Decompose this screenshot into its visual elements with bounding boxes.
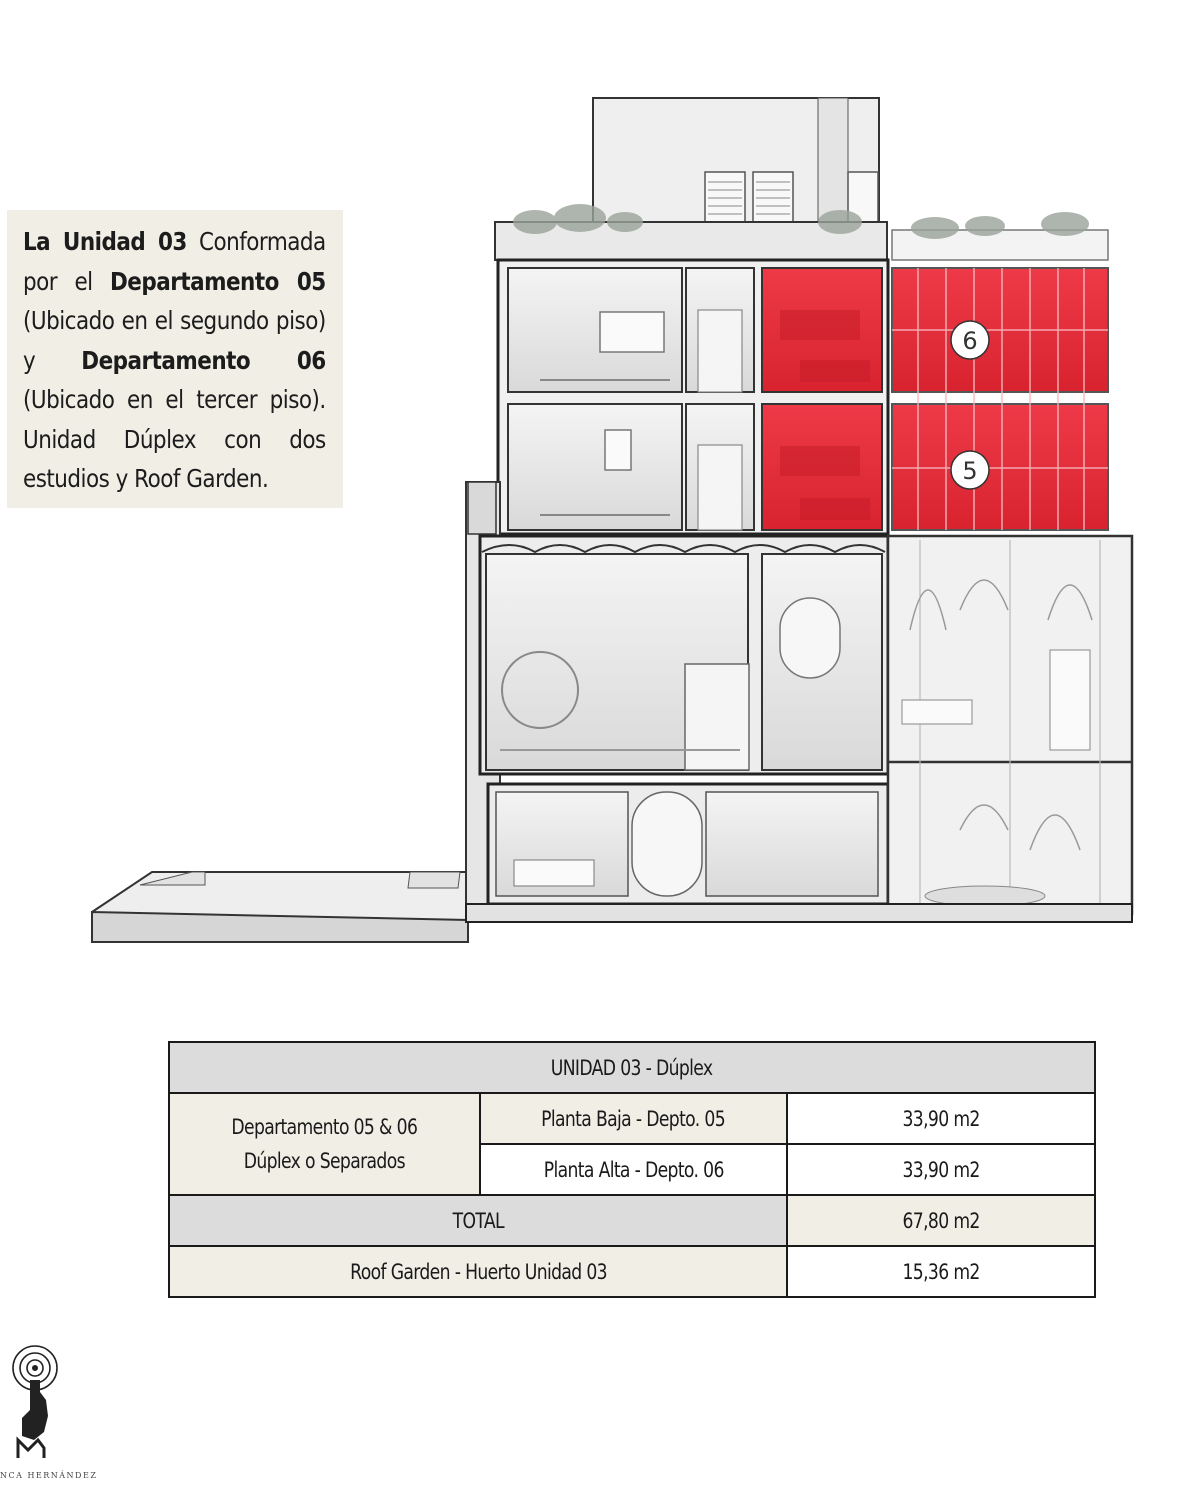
total-label: TOTAL — [452, 1208, 504, 1233]
desc-part: (Ubicado en el tercer piso). Unidad Dúplex con dos estudios y Roof Garden. — [23, 385, 326, 493]
dept-line-2: Dúplex o Separados — [243, 1149, 405, 1173]
roof-value: 15,36 m2 — [902, 1259, 980, 1284]
unit-label-6 — [951, 321, 989, 359]
roof-value-cell — [787, 1246, 1095, 1297]
sidewalk — [92, 872, 468, 942]
unit-label-5 — [951, 451, 989, 489]
row-label: Planta Alta - Depto. 06 — [543, 1157, 724, 1182]
row-value-cell — [787, 1093, 1095, 1144]
right-glazed-block — [888, 536, 1132, 914]
base-slab — [466, 904, 1132, 922]
lower-floors — [480, 536, 888, 904]
row-label-cell — [480, 1144, 788, 1195]
row-label-cell — [480, 1093, 788, 1144]
svg-text:5: 5 — [962, 457, 978, 485]
row-value-cell — [787, 1144, 1095, 1195]
building-section-drawing — [80, 90, 1160, 950]
brand-logo — [0, 1340, 90, 1488]
row-value: 33,90 m2 — [902, 1106, 980, 1131]
row-value: 33,90 m2 — [902, 1157, 980, 1182]
dept-cell — [169, 1093, 480, 1195]
total-row — [169, 1195, 1095, 1246]
side-column — [468, 482, 496, 534]
dept-06-name: Departamento 06 — [81, 345, 326, 375]
table-row — [169, 1093, 1095, 1144]
desc-part: (Ubicado en el segundo piso) y — [23, 306, 326, 375]
total-label-cell — [169, 1195, 787, 1246]
dept-05-name: Departamento 05 — [109, 266, 326, 296]
table-title-text: UNIDAD 03 - Dúplex — [551, 1055, 713, 1080]
roof-label-cell — [169, 1246, 787, 1297]
total-value: 67,80 m2 — [902, 1208, 980, 1233]
total-value-cell — [787, 1195, 1095, 1246]
desc-part: Conformada por el — [23, 227, 326, 296]
row-label: Planta Baja - Depto. 05 — [541, 1106, 726, 1131]
roof-row — [169, 1246, 1095, 1297]
table-title-row — [169, 1042, 1095, 1093]
unit-name: La Unidad 03 — [23, 227, 187, 256]
roof-label: Roof Garden - Huerto Unidad 03 — [349, 1259, 607, 1284]
dept-line-1: Departamento 05 & 06 — [231, 1115, 418, 1139]
svg-text:6: 6 — [962, 327, 978, 355]
table-title — [169, 1042, 1095, 1093]
logo-text: NCA HERNÁNDEZ — [0, 1471, 98, 1480]
area-table — [168, 1041, 1096, 1298]
